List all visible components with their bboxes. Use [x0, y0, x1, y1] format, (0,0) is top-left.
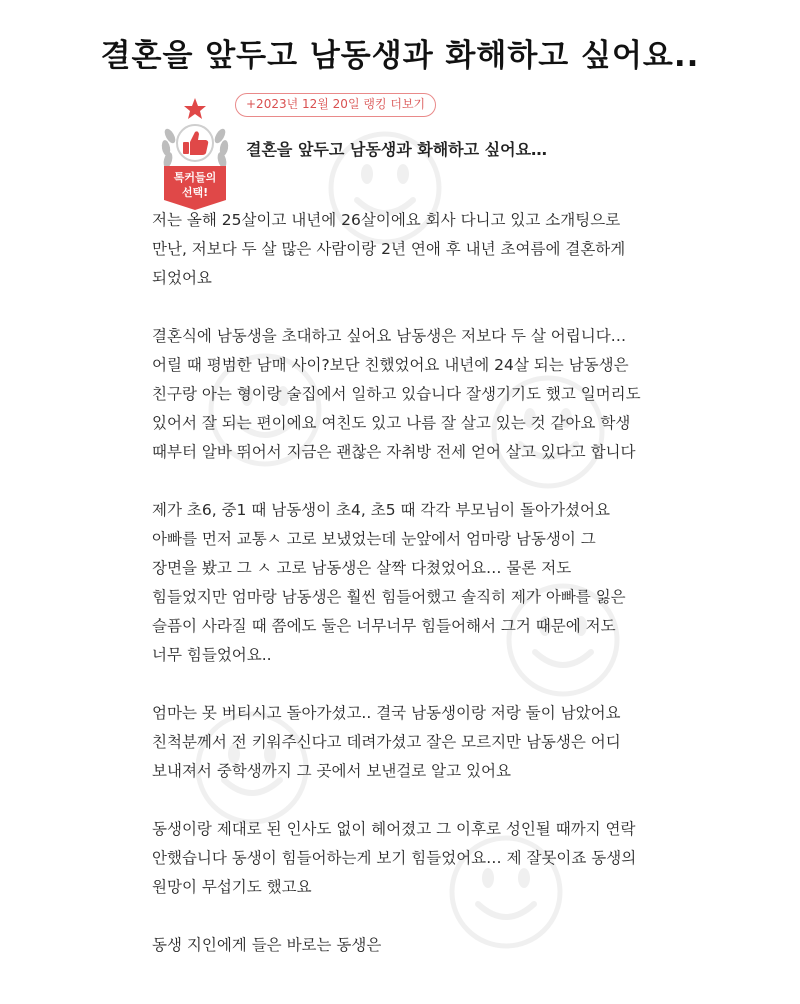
- paragraph: 엄마는 못 버티시고 돌아가셨고.. 결국 남동생이랑 저랑 둘이 남았어요 친척분께서 전 키워주신다고 데려가셨고 잘은 모르지만 남동생은 어디 보내져서 중학생까지 그 곳에서 보낸걸로 알고 있어요: [152, 704, 621, 780]
- star-icon: [184, 98, 206, 119]
- paragraph: 제가 초6, 중1 때 남동생이 초4, 초5 때 각각 부모님이 돌아가셨어요 아빠를 먼저 교통ㅅ 고로 보냈었는데 눈앞에서 엄마랑 남동생이 그 장면을 봤고 그 ㅅ 고로 남동생은 살짝 다쳤었어요… 물론 저도 힘들었지만 엄마랑 남동생은 훨씬 힘들어했고 솔직히 제가 아빠를 잃은 슬픔이 사라질 때 쯤에도 둘은 너무너무 힘들어해서 그거 때문에 저도 너무 힘들었어요..: [152, 501, 626, 664]
- talkers-choice-badge: [160, 96, 230, 216]
- post-body: [152, 206, 642, 989]
- badge-line-2: 선택!: [181, 186, 209, 199]
- post-title: 결혼을 앞두고 남동생과 화해하고 싶어요…: [246, 140, 548, 159]
- badge-graphic: [160, 96, 230, 216]
- paragraph: 저는 올해 25살이고 내년에 26살이에요 회사 다니고 있고 소개팅으로 만난, 저보다 두 살 많은 사람이랑 2년 연애 후 내년 초여름에 결혼하게 되었어요: [152, 211, 626, 287]
- badge-line-1: 톡커들의: [173, 171, 217, 184]
- paragraph: 동생이랑 제대로 된 인사도 없이 헤어졌고 그 이후로 성인될 때까지 연락 안했습니다 동생이 힘들어하는게 보기 힘들었어요… 제 잘못이죠 동생의 원망이 무섭기도 했고요: [152, 820, 637, 896]
- paragraph: 동생 지인에게 들은 바로는 동생은: [152, 936, 382, 954]
- page-title: 결혼을 앞두고 남동생과 화해하고 싶어요..: [100, 38, 700, 74]
- ranking-more-link[interactable]: +2023년 12월 20일 랭킹 더보기: [235, 93, 436, 117]
- paragraph: 결혼식에 남동생을 초대하고 싶어요 남동생은 저보다 두 살 어립니다… 어릴 때 평범한 남매 사이?보단 친했었어요 내년에 24살 되는 남동생은 친구랑 아는 형이랑 술집에서 일하고 있습니다 잘생기기도 했고 일머리도 있어서 잘 되는 편이에요 여친도 있고 나름 잘 살고 있는 것 같아요 학생 때부터 알바 뛰어서 지금은 괜찮은 자취방 전세 얻어 살고 있다고 합니다: [152, 327, 641, 461]
